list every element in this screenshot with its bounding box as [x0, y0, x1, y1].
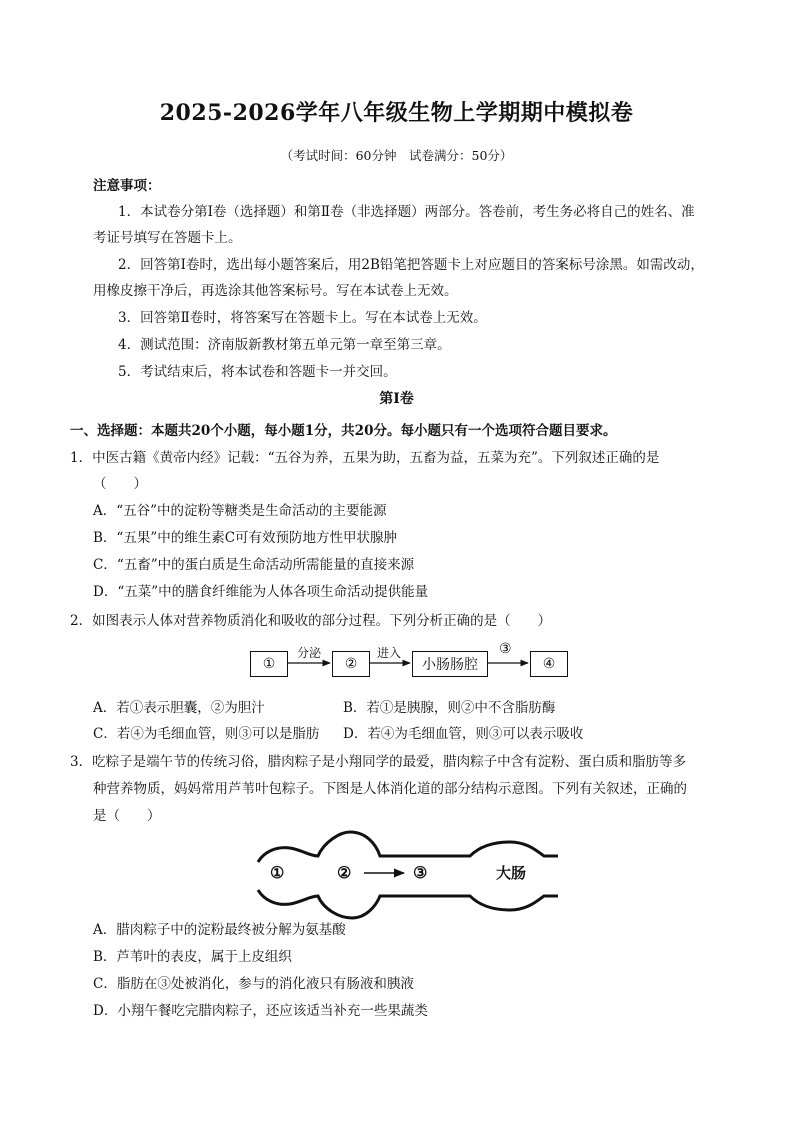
notice-heading: 注意事项： [93, 178, 161, 194]
notice-item: 1．本试卷分第Ⅰ卷（选择题）和第Ⅱ卷（非选择题）两部分。答卷前，考生务必将自己的姓名、准 [118, 204, 695, 220]
notice-item: 4．测试范围：济南版新教材第五单元第一章至第三章。 [118, 337, 451, 353]
question-3-stem-line: 种营养物质，妈妈常用芦苇叶包粽子。下图是人体消化道的部分结构示意图。下列有关叙述，正确的 [93, 781, 687, 797]
label-2: ② [337, 863, 352, 882]
notice-item: 2．回答第Ⅰ卷时，选出每小题答案后，用2B铅笔把答题卡上对应题目的答案标号涂黑。如需改动， [118, 257, 704, 273]
option-b: B．“五果”中的维生素C可有效预防地方性甲状腺肿 [93, 530, 398, 546]
label-1: ① [270, 863, 285, 882]
option-d: D．若④为毛细血管，则③可以表示吸收 [343, 726, 584, 742]
option-a: A．腊肉粽子中的淀粉最终被分解为氨基酸 [93, 922, 346, 938]
question-2-stem: 2．如图表示人体对营养物质消化和吸收的部分过程。下列分析正确的是（ ） [70, 613, 552, 629]
option-d: D．小翔午餐吃完腊肉粽子，还应该适当补充一些果蔬类 [93, 1003, 428, 1019]
arrow-label-enter: 进入 [377, 646, 402, 660]
flow-box-4: ④ [530, 651, 568, 677]
arrow-label-secrete: 分泌 [297, 646, 322, 660]
label-3: ③ [413, 863, 428, 882]
question-3-stem-line: 是（ ） [93, 808, 161, 824]
exam-info: （考试时间：60分钟 试卷满分：50分） [280, 148, 513, 163]
option-b: B．芦苇叶的表皮，属于上皮组织 [93, 949, 292, 965]
notice-item: 5．考试结束后，将本试卷和答题卡一并交回。 [118, 364, 397, 380]
option-c: C．“五畜”中的蛋白质是生命活动所需能量的直接来源 [93, 557, 415, 573]
section-heading: 一、选择题：本题共20个小题，每小题1分，共20分。每小题只有一个选项符合题目要求。 [70, 423, 617, 439]
page-title: 2025-2026学年八年级生物上学期期中模拟卷 [159, 100, 634, 126]
option-d: D．“五菜”中的膳食纤维能为人体各项生命活动提供能量 [93, 584, 429, 600]
arrow-label-3: ③ [499, 641, 512, 657]
question-3-stem-line: 3．吃粽子是端午节的传统习俗，腊肉粽子是小翔同学的最爱，腊肉粽子中含有淀粉、蛋白质和脂肪等多 [70, 754, 687, 770]
label-large-intestine: 大肠 [496, 864, 527, 882]
option-c: C．若④为毛细血管，则③可以是脂肪 [93, 726, 320, 742]
flow-box-small-intestine: 小肠肠腔 [412, 651, 488, 677]
option-b: B．若①是胰腺，则②中不含脂肪酶 [343, 700, 556, 716]
option-c: C．脂肪在③处被消化，参与的消化液只有肠液和胰液 [93, 976, 414, 992]
question-1-stem: 1．中医古籍《黄帝内经》记载：“五谷为养，五果为助，五畜为益，五菜为充”。下列叙述正确的是 [70, 450, 660, 466]
flow-box-1: ① [250, 651, 288, 677]
volume-heading: 第Ⅰ卷 [379, 391, 414, 407]
notice-item: 考证号填写在答题卡上。 [93, 230, 242, 246]
flow-box-2: ② [332, 651, 370, 677]
answer-paren: （ ） [93, 476, 147, 492]
option-a: A．若①表示胆囊，②为胆汁 [93, 700, 265, 716]
option-a: A．“五谷”中的淀粉等糖类是生命活动的主要能源 [93, 503, 387, 519]
notice-item: 用橡皮擦干净后，再选涂其他答案标号。写在本试卷上无效。 [93, 283, 458, 299]
notice-item: 3．回答第Ⅱ卷时，将答案写在答题卡上。写在本试卷上无效。 [118, 310, 487, 326]
